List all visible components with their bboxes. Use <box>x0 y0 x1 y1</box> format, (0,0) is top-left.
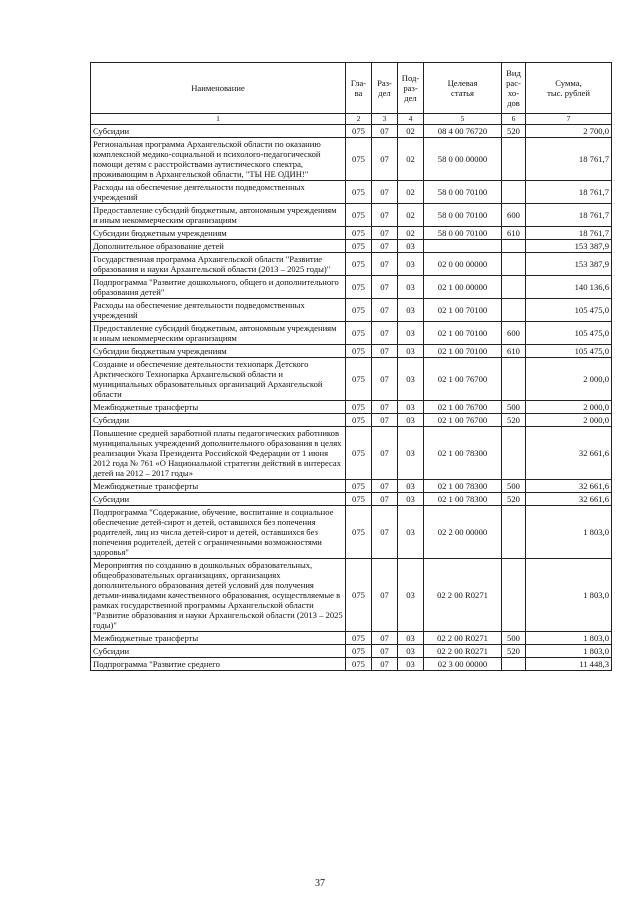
row-podrazdel-cell: 02 <box>398 138 424 181</box>
table-row <box>91 645 612 658</box>
row-celevaya-cell: 02 2 00 R0271 <box>424 632 502 645</box>
row-summa-cell: 105 475,0 <box>526 322 612 345</box>
row-podrazdel-cell: 03 <box>398 506 424 559</box>
row-celevaya-cell: 58 0 00 70100 <box>424 204 502 227</box>
column-number: 4 <box>398 114 424 125</box>
table-row <box>91 480 612 493</box>
row-name-cell: Субсидии бюджетным учреждениям <box>91 345 346 358</box>
row-razdel-cell: 07 <box>372 358 398 401</box>
row-name-cell: Региональная программа Архангельской области по оказанию комплексной медико-социальной и психолого-педагогической помощи детям с расстройствами аутистического спектра, проживающим в Архангельской области, "ТЫ НЕ ОДИН!" <box>91 138 346 181</box>
row-podrazdel-cell: 03 <box>398 559 424 632</box>
row-name-cell: Субсидии <box>91 125 346 138</box>
row-celevaya-cell: 02 3 00 00000 <box>424 658 502 671</box>
table-row <box>91 138 612 181</box>
row-glava-cell: 075 <box>346 299 372 322</box>
row-vid-cell <box>502 506 526 559</box>
row-vid-cell: 600 <box>502 204 526 227</box>
page-number: 37 <box>315 878 325 889</box>
header-summa: Сумма, тыс. рублей <box>526 63 612 114</box>
row-razdel-cell: 07 <box>372 427 398 480</box>
row-glava-cell: 075 <box>346 253 372 276</box>
row-name-cell: Создание и обеспечение деятельности технопарк Детского Арктического Технопарка Архангельской области и муниципальных образовательных организаций Архангельской области <box>91 358 346 401</box>
row-razdel-cell: 07 <box>372 299 398 322</box>
table-row <box>91 345 612 358</box>
row-razdel-cell: 07 <box>372 138 398 181</box>
table-row <box>91 427 612 480</box>
row-summa-cell: 32 661,6 <box>526 427 612 480</box>
row-summa-cell: 2 000,0 <box>526 414 612 427</box>
row-celevaya-cell: 02 1 00 00000 <box>424 276 502 299</box>
row-vid-cell <box>502 299 526 322</box>
row-celevaya-cell: 02 1 00 70100 <box>424 322 502 345</box>
row-podrazdel-cell: 03 <box>398 345 424 358</box>
row-summa-cell: 1 803,0 <box>526 645 612 658</box>
row-glava-cell: 075 <box>346 227 372 240</box>
row-summa-cell: 153 387,9 <box>526 253 612 276</box>
row-vid-cell: 500 <box>502 632 526 645</box>
table-row <box>91 227 612 240</box>
row-glava-cell: 075 <box>346 345 372 358</box>
header-celevaya: Целевая статья <box>424 63 502 114</box>
row-glava-cell: 075 <box>346 125 372 138</box>
table-row <box>91 276 612 299</box>
row-summa-cell: 18 761,7 <box>526 181 612 204</box>
row-razdel-cell: 07 <box>372 401 398 414</box>
row-name-cell: Государственная программа Архангельской области "Развитие образования и науки Архангельской области (2013 – 2025 годы)" <box>91 253 346 276</box>
row-podrazdel-cell: 03 <box>398 645 424 658</box>
row-glava-cell: 075 <box>346 138 372 181</box>
row-podrazdel-cell: 03 <box>398 658 424 671</box>
row-celevaya-cell: 02 1 00 70100 <box>424 299 502 322</box>
row-summa-cell: 153 387,9 <box>526 240 612 253</box>
row-razdel-cell: 07 <box>372 414 398 427</box>
row-vid-cell: 500 <box>502 401 526 414</box>
row-vid-cell <box>502 658 526 671</box>
header-glava: Гла- ва <box>346 63 372 114</box>
row-razdel-cell: 07 <box>372 181 398 204</box>
row-celevaya-cell <box>424 240 502 253</box>
row-vid-cell <box>502 181 526 204</box>
row-razdel-cell: 07 <box>372 345 398 358</box>
row-summa-cell: 2 000,0 <box>526 401 612 414</box>
row-glava-cell: 075 <box>346 204 372 227</box>
row-summa-cell: 32 661,6 <box>526 493 612 506</box>
column-number-row <box>91 114 612 125</box>
table-row <box>91 181 612 204</box>
row-razdel-cell: 07 <box>372 253 398 276</box>
row-glava-cell: 075 <box>346 480 372 493</box>
row-glava-cell: 075 <box>346 506 372 559</box>
row-name-cell: Расходы на обеспечение деятельности подведомственных учреждений <box>91 299 346 322</box>
row-razdel-cell: 07 <box>372 632 398 645</box>
row-celevaya-cell: 58 0 00 70100 <box>424 227 502 240</box>
row-name-cell: Дополнительное образование детей <box>91 240 346 253</box>
row-name-cell: Субсидии бюджетным учреждениям <box>91 227 346 240</box>
row-celevaya-cell: 02 1 00 78300 <box>424 427 502 480</box>
row-razdel-cell: 07 <box>372 493 398 506</box>
row-podrazdel-cell: 03 <box>398 358 424 401</box>
table-row <box>91 658 612 671</box>
column-number: 6 <box>502 114 526 125</box>
row-podrazdel-cell: 02 <box>398 125 424 138</box>
row-podrazdel-cell: 03 <box>398 401 424 414</box>
column-number: 2 <box>346 114 372 125</box>
row-celevaya-cell: 02 1 00 76700 <box>424 358 502 401</box>
row-celevaya-cell: 58 0 00 00000 <box>424 138 502 181</box>
row-glava-cell: 075 <box>346 322 372 345</box>
row-celevaya-cell: 02 1 00 78300 <box>424 480 502 493</box>
row-vid-cell <box>502 240 526 253</box>
table-row <box>91 253 612 276</box>
row-celevaya-cell: 58 0 00 70100 <box>424 181 502 204</box>
row-name-cell: Подпрограмма "Содержание, обучение, воспитание и социальное обеспечение детей-сирот и детей, оставшихся без попечения родителей, лиц из числа детей-сирот и детей, оставшихся без попечения родителей, детей с ограниченными возможностями здоровья" <box>91 506 346 559</box>
table-row <box>91 559 612 632</box>
row-podrazdel-cell: 02 <box>398 227 424 240</box>
row-celevaya-cell: 02 2 00 R0271 <box>424 645 502 658</box>
table-row <box>91 632 612 645</box>
table-row <box>91 493 612 506</box>
row-vid-cell: 600 <box>502 322 526 345</box>
row-podrazdel-cell: 03 <box>398 414 424 427</box>
row-glava-cell: 075 <box>346 427 372 480</box>
table-row <box>91 506 612 559</box>
row-razdel-cell: 07 <box>372 227 398 240</box>
row-podrazdel-cell: 03 <box>398 240 424 253</box>
column-number: 5 <box>424 114 502 125</box>
row-razdel-cell: 07 <box>372 322 398 345</box>
row-summa-cell: 18 761,7 <box>526 204 612 227</box>
row-summa-cell: 1 803,0 <box>526 632 612 645</box>
table-row <box>91 204 612 227</box>
header-razdel: Раз- дел <box>372 63 398 114</box>
row-name-cell: Межбюджетные трансферты <box>91 480 346 493</box>
row-razdel-cell: 07 <box>372 658 398 671</box>
row-name-cell: Подпрограмма "Развитие дошкольного, общего и дополнительного образования детей" <box>91 276 346 299</box>
column-number: 3 <box>372 114 398 125</box>
row-summa-cell: 18 761,7 <box>526 227 612 240</box>
row-podrazdel-cell: 03 <box>398 493 424 506</box>
row-podrazdel-cell: 03 <box>398 276 424 299</box>
row-podrazdel-cell: 02 <box>398 204 424 227</box>
row-razdel-cell: 07 <box>372 559 398 632</box>
row-name-cell: Повышение средней заработной платы педагогических работников муниципальных учреждений дополнительного образования в целях реализации Указа Президента Российской Федерации от 1 июня 2012 года № 761 «О Национальной стратегии действий в интересах детей на 2012 – 2017 годы» <box>91 427 346 480</box>
row-name-cell: Предоставление субсидий бюджетным, автономным учреждениям и иным некоммерческим организациям <box>91 204 346 227</box>
table-body <box>91 125 612 671</box>
row-name-cell: Расходы на обеспечение деятельности подведомственных учреждений <box>91 181 346 204</box>
row-vid-cell: 520 <box>502 645 526 658</box>
row-celevaya-cell: 02 2 00 R0271 <box>424 559 502 632</box>
row-summa-cell: 1 803,0 <box>526 559 612 632</box>
row-summa-cell: 11 448,3 <box>526 658 612 671</box>
header-vid: Вид рас- хо- дов <box>502 63 526 114</box>
row-vid-cell: 520 <box>502 493 526 506</box>
row-celevaya-cell: 08 4 00 76720 <box>424 125 502 138</box>
row-name-cell: Субсидии <box>91 493 346 506</box>
row-vid-cell: 520 <box>502 414 526 427</box>
row-name-cell: Межбюджетные трансферты <box>91 632 346 645</box>
row-vid-cell <box>502 138 526 181</box>
row-razdel-cell: 07 <box>372 480 398 493</box>
row-vid-cell <box>502 276 526 299</box>
row-razdel-cell: 07 <box>372 645 398 658</box>
row-name-cell: Межбюджетные трансферты <box>91 401 346 414</box>
table-header-row <box>91 63 612 114</box>
row-podrazdel-cell: 03 <box>398 322 424 345</box>
row-celevaya-cell: 02 1 00 76700 <box>424 414 502 427</box>
row-podrazdel-cell: 02 <box>398 181 424 204</box>
table-row <box>91 240 612 253</box>
table-row <box>91 358 612 401</box>
row-summa-cell: 140 136,6 <box>526 276 612 299</box>
row-glava-cell: 075 <box>346 358 372 401</box>
row-celevaya-cell: 02 1 00 78300 <box>424 493 502 506</box>
header-name: Наименование <box>91 63 346 114</box>
table-row <box>91 401 612 414</box>
row-glava-cell: 075 <box>346 401 372 414</box>
row-vid-cell <box>502 358 526 401</box>
row-summa-cell: 1 803,0 <box>526 506 612 559</box>
column-number: 7 <box>526 114 612 125</box>
row-summa-cell: 2 700,0 <box>526 125 612 138</box>
row-name-cell: Субсидии <box>91 645 346 658</box>
row-vid-cell <box>502 427 526 480</box>
row-glava-cell: 075 <box>346 645 372 658</box>
table-row <box>91 299 612 322</box>
row-glava-cell: 075 <box>346 240 372 253</box>
row-vid-cell: 500 <box>502 480 526 493</box>
row-vid-cell: 520 <box>502 125 526 138</box>
row-podrazdel-cell: 03 <box>398 299 424 322</box>
row-podrazdel-cell: 03 <box>398 427 424 480</box>
row-summa-cell: 18 761,7 <box>526 138 612 181</box>
row-summa-cell: 105 475,0 <box>526 299 612 322</box>
row-glava-cell: 075 <box>346 658 372 671</box>
row-vid-cell: 610 <box>502 345 526 358</box>
row-name-cell: Подпрограмма "Развитие среднего <box>91 658 346 671</box>
row-razdel-cell: 07 <box>372 125 398 138</box>
row-razdel-cell: 07 <box>372 506 398 559</box>
row-glava-cell: 075 <box>346 276 372 299</box>
table-row <box>91 414 612 427</box>
row-razdel-cell: 07 <box>372 204 398 227</box>
header-podrazdel: Под- раз- дел <box>398 63 424 114</box>
row-glava-cell: 075 <box>346 632 372 645</box>
row-summa-cell: 32 661,6 <box>526 480 612 493</box>
row-podrazdel-cell: 03 <box>398 480 424 493</box>
row-razdel-cell: 07 <box>372 240 398 253</box>
row-celevaya-cell: 02 0 00 00000 <box>424 253 502 276</box>
row-glava-cell: 075 <box>346 414 372 427</box>
row-name-cell: Субсидии <box>91 414 346 427</box>
row-name-cell: Мероприятия по созданию в дошкольных образовательных, общеобразовательных организациях, организациях дополнительного образования детей условий для получения детьми-инвалидами качественного образования, осуществляемые в рамках государственной программы Архангельской области "Развитие образования и науки Архангельской области (2013 – 2025 годы)" <box>91 559 346 632</box>
row-vid-cell: 610 <box>502 227 526 240</box>
table-row <box>91 125 612 138</box>
row-celevaya-cell: 02 2 00 00000 <box>424 506 502 559</box>
row-glava-cell: 075 <box>346 559 372 632</box>
table-row <box>91 322 612 345</box>
row-razdel-cell: 07 <box>372 276 398 299</box>
row-celevaya-cell: 02 1 00 76700 <box>424 401 502 414</box>
row-glava-cell: 075 <box>346 181 372 204</box>
budget-table <box>90 62 612 671</box>
row-glava-cell: 075 <box>346 493 372 506</box>
row-vid-cell <box>502 253 526 276</box>
row-summa-cell: 105 475,0 <box>526 345 612 358</box>
row-podrazdel-cell: 03 <box>398 632 424 645</box>
row-summa-cell: 2 000,0 <box>526 358 612 401</box>
row-name-cell: Предоставление субсидий бюджетным, автономным учреждениям и иным некоммерческим организациям <box>91 322 346 345</box>
row-celevaya-cell: 02 1 00 70100 <box>424 345 502 358</box>
row-vid-cell <box>502 559 526 632</box>
column-number: 1 <box>91 114 346 125</box>
row-podrazdel-cell: 03 <box>398 253 424 276</box>
